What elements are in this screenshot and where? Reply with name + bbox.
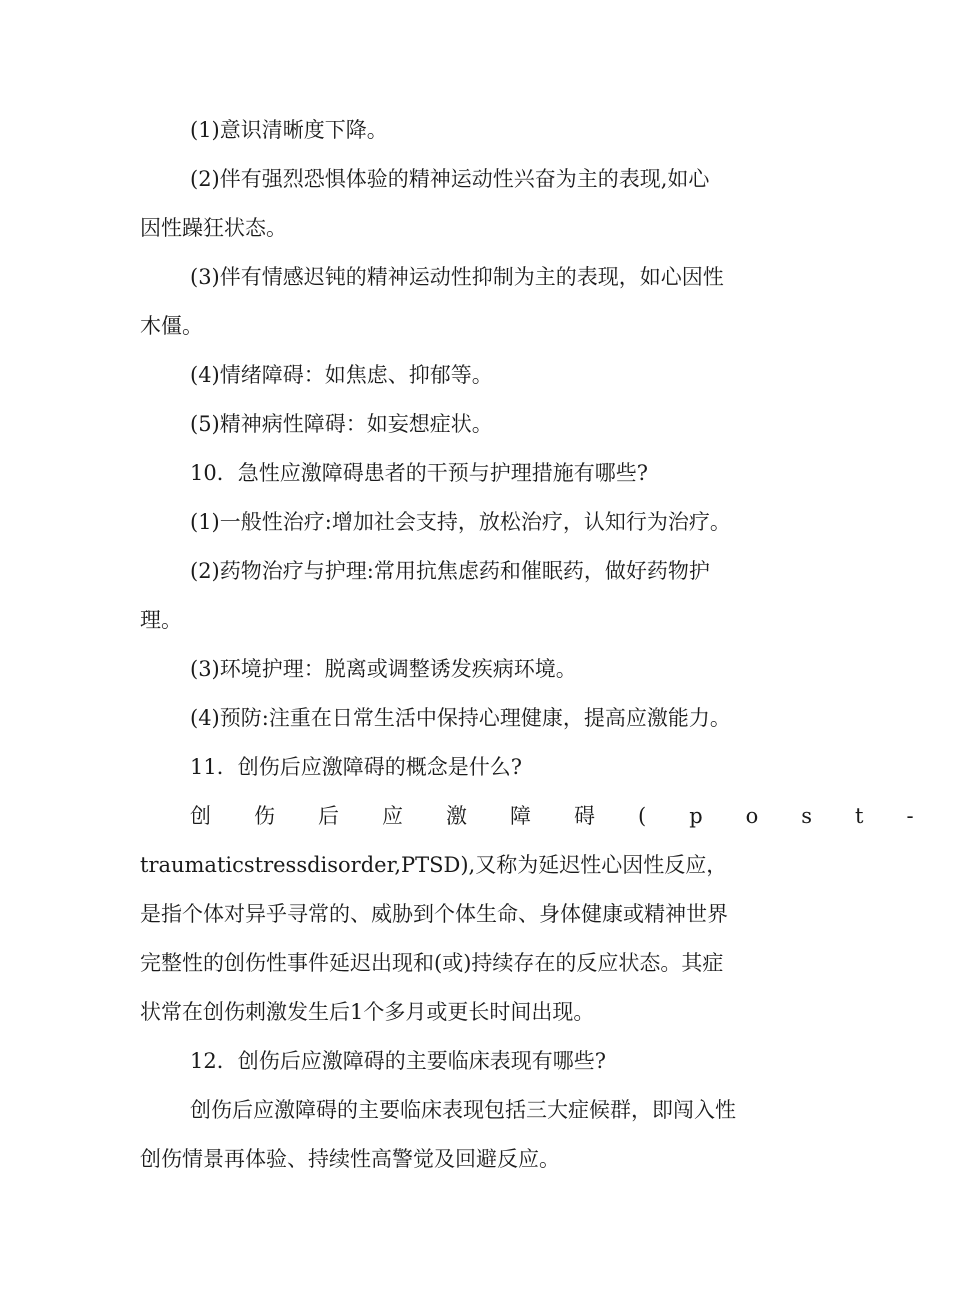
text-line: 是指个体对异乎寻常的、威胁到个体生命、身体健康或精神世界: [140, 902, 728, 926]
text-line: 创伤情景再体验、持续性高警觉及回避反应。: [140, 1147, 560, 1171]
question-heading: 12．创伤后应激障碍的主要临床表现有哪些?: [190, 1049, 606, 1073]
list-item-4: [140, 351, 790, 400]
answer-12: [140, 1086, 790, 1184]
text-line: (2)药物治疗与护理:常用抗焦虑药和催眠药，做好药物护: [190, 559, 710, 583]
text-line: 创伤后应激障碍的主要临床表现包括三大症候群，即闯入性: [190, 1098, 736, 1122]
text-line: (5)精神病性障碍：如妄想症状。: [190, 412, 493, 436]
text-line: 创伤后应激障碍(post-: [190, 804, 957, 828]
answer-10-item-4: [140, 694, 790, 743]
text-line: (4)预防:注重在日常生活中保持心理健康，提高应激能力。: [190, 706, 731, 730]
answer-10-item-1: [140, 498, 790, 547]
text-line: 状常在创伤刺激发生后1个多月或更长时间出现。: [140, 1000, 595, 1024]
text-line: traumaticstressdisorder,PTSD),又称为延迟性心因性反应，: [140, 853, 728, 877]
question-11: [140, 743, 790, 792]
text-line: 完整性的创伤性事件延迟出现和(或)持续存在的反应状态。其症: [140, 951, 724, 975]
text-line: 理。: [140, 608, 182, 632]
text-line: (3)伴有情感迟钝的精神运动性抑制为主的表现，如心因性: [190, 265, 724, 289]
text-line: (4)情绪障碍：如焦虑、抑郁等。: [190, 363, 493, 387]
text-line: (2)伴有强烈恐惧体验的精神运动性兴奋为主的表现,如心: [190, 167, 710, 191]
text-line: 因性躁狂状态。: [140, 216, 287, 240]
list-item-1: [140, 106, 790, 155]
list-item-2: [140, 155, 790, 253]
question-12: [140, 1037, 790, 1086]
question-10: [140, 449, 790, 498]
text-line: 木僵。: [140, 314, 203, 338]
answer-11: [140, 792, 957, 1037]
list-item-5: [140, 400, 790, 449]
text-line: (1)一般性治疗:增加社会支持，放松治疗，认知行为治疗。: [190, 510, 731, 534]
answer-10-item-2: [140, 547, 790, 645]
text-line: (3)环境护理：脱离或调整诱发疾病环境。: [190, 657, 577, 681]
question-heading: 11．创伤后应激障碍的概念是什么?: [190, 755, 522, 779]
text-line: (1)意识清晰度下降。: [190, 118, 388, 142]
answer-10-item-3: [140, 645, 790, 694]
question-heading: 10．急性应激障碍患者的干预与护理措施有哪些?: [190, 461, 648, 485]
list-item-3: [140, 253, 790, 351]
